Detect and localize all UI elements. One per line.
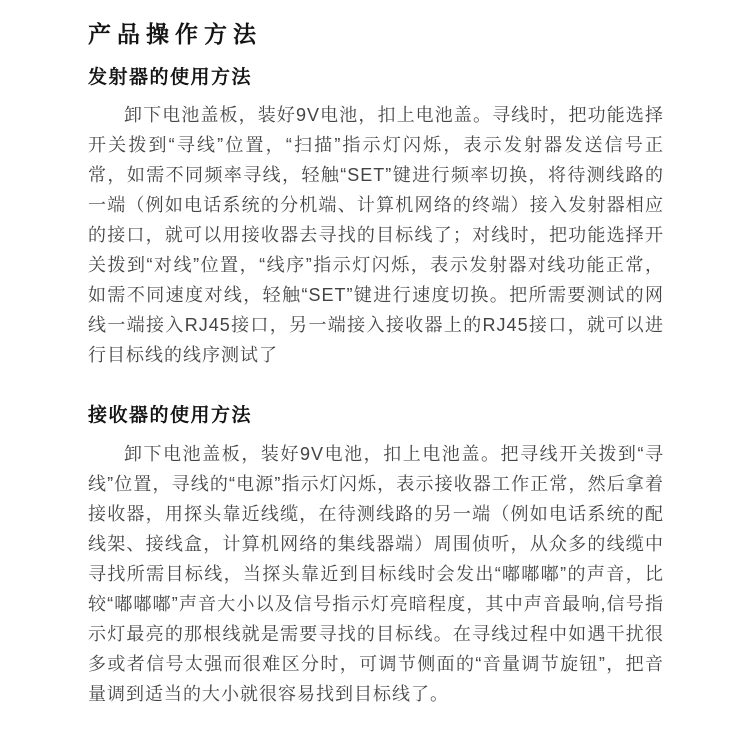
page-title: 产品操作方法 xyxy=(88,21,262,47)
section-heading-receiver: 接收器的使用方法 xyxy=(88,405,253,427)
section-body-receiver: 卸下电池盖板，装好9V电池，扣上电池盖。把寻线开关拨到“寻线”位置，寻线的“电源”指示灯闪烁，表示接收器工作正常，然后拿着接收器，用探头靠近线缆，在待测线路的另一端（例如电话系统的配线架、接线盒，计算机网络的集线器端）周围侦听，从众多的线缆中寻找所需目标线，当探头靠近到目标线时会发出“嘟嘟嘟”的声音，比较“嘟嘟嘟”声音大小以及信号指示灯亮暗程度，其中声音最响,信号指示灯最亮的那根线就是需要寻找的目标线。在寻线过程中如遇干扰很多或者信号太强而很难区分时，可调节侧面的“音量调节旋钮”，把音量调到适当的大小就很容易找到目标线了。 xyxy=(88,444,664,705)
section-transmitter xyxy=(88,66,664,371)
section-body-transmitter: 卸下电池盖板，装好9V电池，扣上电池盖。寻线时，把功能选择开关拨到“寻线”位置，“扫描”指示灯闪烁，表示发射器发送信号正常，如需不同频率寻线，轻触“SET”键进行频率切换，将待测线路的一端（例如电话系统的分机端、计算机网络的终端）接入发射器相应的接口，就可以用接收器去寻找的目标线了；对线时，把功能选择开关拨到“对线”位置，“线序”指示灯闪烁，表示发射器对线功能正常，如需不同速度对线，轻触“SET”键进行速度切换。把所需要测试的网线一端接入RJ45接口，另一端接入接收器上的RJ45接口，就可以进行目标线的线序测试了 xyxy=(88,105,664,366)
section-receiver xyxy=(88,404,664,709)
section-heading-transmitter: 发射器的使用方法 xyxy=(88,66,253,88)
